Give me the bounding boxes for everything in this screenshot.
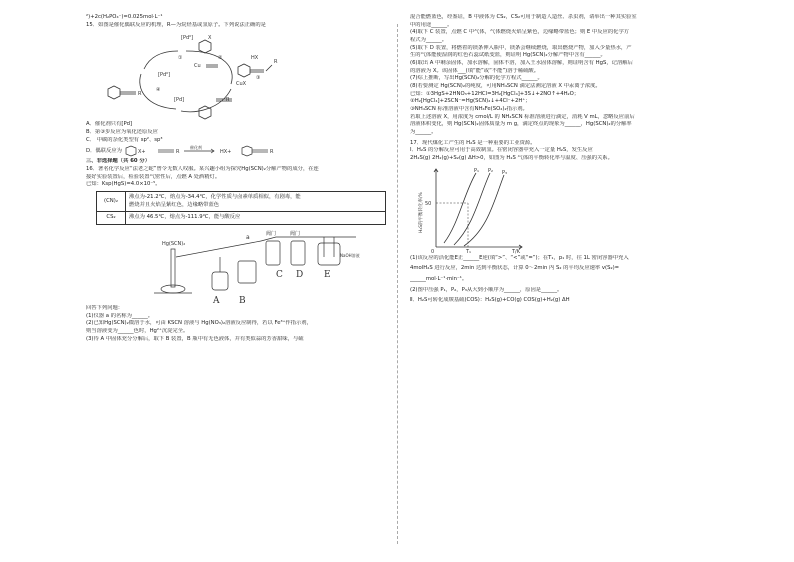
- q17-part-ii: Ⅱ．H₂S可转化成羰基硫(COS)：H₂S(g)+CO(g) COS(g)+H₂(g) ΔH: [410, 297, 570, 304]
- x-label: X: [208, 35, 212, 42]
- pd-left-label: [Pd⁰]: [158, 72, 171, 79]
- curve-label-p1: P₁: [474, 167, 480, 174]
- r-label: R: [274, 59, 278, 66]
- eq-x: X+: [137, 149, 146, 156]
- q17-part-i: Ⅰ．H₂S 的分解反应可用于高效制氢。在密闭容器中充入一定量 H₂S，发生反应: [410, 147, 593, 154]
- text-line: 已知：①3HgS+2HNO₃+12HCl=3H₂[HgCl₄]+3S↓+2NO↑+4H₂O；: [410, 90, 580, 97]
- q16-prompt: 回答下列问题：: [86, 305, 124, 312]
- option-a: A．催化剂只有[Pd]: [86, 121, 133, 128]
- catalytic-mechanism-diagram: [86, 29, 286, 121]
- text-line: 若取上述溶液 X，用浓度为 cmol/L 的 NH₄SCN 标准溶液进行滴定，消耗 V mL，忽略反应前后: [410, 113, 635, 120]
- table-cell-desc: 沸点为 46.5℃，熔点为-111.9℃，能与酸反应: [126, 212, 386, 225]
- valve-label: 阀门: [266, 231, 277, 238]
- apparatus-label-d: D: [296, 270, 304, 281]
- q16-question: (3)待 A 中固体充分分解后，取下 B 装置，B 瓶中有无色液体，并有类似蒜的芳香甜味，与硫: [86, 335, 304, 342]
- text-line: 中的用途______。: [410, 21, 453, 28]
- option-b: B．第③步反应为氧化还原反应: [86, 129, 158, 136]
- graph-x-tick: T₁: [466, 248, 472, 255]
- q16-line: 已知：Ksp(HgS)=4.0×10⁻⁵。: [86, 181, 161, 188]
- column-separator: [397, 24, 398, 544]
- apparatus-label-b: B: [239, 296, 246, 306]
- q17-question: (2)图中压强 P₁，P₂，P₃从大到小顺序为______，原因是______。: [410, 286, 563, 293]
- text-line: ②H₂[HgCl₄]+2SCN⁻=Hg(SCN)₂↓+4Cl⁻+2H⁺；: [410, 98, 531, 105]
- curve-label-p3: P₃: [502, 169, 508, 176]
- naoh-label: NaOH溶液: [340, 253, 360, 259]
- pd-top-label: [Pd⁰]: [181, 35, 194, 42]
- table-cell-name: CS₂: [97, 212, 126, 225]
- r-label: R: [226, 97, 230, 104]
- coupling-equation: [122, 144, 302, 158]
- text-line: 生的气体能使湿润的红色石蕊试纸变蓝，则证明 Hg(SCN)₂分解产物中含有______。: [410, 52, 606, 59]
- text-line: 混合能燃蓝色，经鉴证，B 中液体为 CS₂，CS₂可用于制造人造丝、杀虫剂，请举出一种其实验室: [410, 14, 637, 20]
- text-line: (7)综上推断，写出Hg(SCN)₂分解的化学方程式______。: [410, 75, 543, 82]
- properties-table: [96, 191, 386, 225]
- graph-origin: 0: [431, 248, 435, 255]
- question-15-title: 15．如图是催化偶联反应的机理，R—为烷烃基或氢原子。下列说法正确的是: [86, 21, 266, 28]
- cu-label: Cu: [194, 63, 201, 70]
- table-cell-name: (CN)₂: [97, 192, 126, 212]
- eq-condition: 催化剂: [189, 145, 202, 151]
- text-line: 溶液体积变化，则 Hg(SCN)₂固体质量为 m g，滴定终点的现象为______，Hg(SCN)₂的分解率: [410, 121, 632, 128]
- apparatus-diagram: [126, 227, 386, 305]
- q16-line: 16．著名化学反应“法老之蛇”曾令无数人叹服。某兴趣小组为探究Hg(SCN)₂分解产物的成分，在连: [86, 166, 319, 173]
- text-line: (5)取下 D 装置，将燃着的镁条伸入瓶中，镁条会继续燃烧，取出燃烧产物，加入少量热水，产: [410, 44, 632, 51]
- text-line: ²)+2c(H₂PO₄⁻)=0.025mol·L⁻¹: [86, 14, 163, 20]
- eq-r: R: [269, 149, 274, 156]
- left-column: [86, 14, 386, 343]
- apparatus-label-c: C: [276, 270, 283, 281]
- apparatus-label-e: E: [324, 270, 331, 281]
- step-3-label: ③: [256, 75, 261, 82]
- table-desc-line: 沸点为-21.2℃，熔点为-34.4℃，化学性质与卤素单质相似，有剧毒，能: [129, 194, 301, 201]
- reagent-label: Hg(SCN)₂: [162, 241, 186, 248]
- text-line: (8)若要测定 Hg(SCN)₂的纯度，可用NH₄SCN 滴定法测定溶液 X 中汞离子浓度。: [410, 83, 601, 90]
- hx-label: HX: [251, 55, 259, 62]
- instrument-a-label: a: [246, 234, 250, 242]
- q17-question: ______mol·L⁻¹·min⁻¹。: [410, 276, 468, 283]
- step-1-label: ①: [178, 55, 183, 62]
- apparatus-label-a: A: [213, 296, 220, 306]
- valve-label: 阀门: [290, 231, 301, 238]
- q17-question: (1)该反应的活化能E正______E逆(填“>”、“<”或“=”)；在T₁，p₁ 时，往 1L 密闭容器中充入: [410, 254, 629, 261]
- pd-bottom-label: [Pd]: [174, 97, 185, 104]
- step-4-label: ④: [156, 87, 161, 94]
- text-line: 程式为______。: [410, 37, 448, 44]
- option-c: C． 中碳的杂化类型有 sp²、sp³: [86, 136, 163, 143]
- text-line: (4)取下 C 装置，点燃 C 中气体，气体燃烧火焰呈紫色，边缘略带蓝色；则 E 中反应的化学方: [410, 29, 630, 36]
- text-line: (6)取出 A 中剩余固体，加水溶解，固体不溶，加入王水固体溶解，则证明含有 HgS，记溶解后: [410, 60, 633, 67]
- right-column: [410, 14, 745, 305]
- table-row: [97, 192, 386, 212]
- q17-question: 4molH₂S 进行反应，2min 达到平衡状态，计算 0～2min 内 S₂ 的平均反应速率 v(S₂)=: [410, 265, 620, 272]
- eq-r: R: [175, 149, 180, 156]
- q16-question: 则当溶液变为______色时，Hg²⁺沉淀完全。: [86, 328, 189, 335]
- step-2-label: ②: [218, 55, 223, 62]
- option-d: D．偶联反应为: [86, 147, 122, 154]
- cux-label: CuX: [236, 81, 247, 88]
- table-desc-line: 燃烧并且火焰呈紫红色，边缘略带蓝色: [129, 201, 220, 208]
- conversion-graph: [414, 163, 534, 255]
- table-cell-desc: [126, 192, 386, 212]
- graph-y-tick: 50: [425, 200, 432, 207]
- question-17-title: 17．现代煤化工产生的 H₂S 是一种重要的工业资源。: [410, 139, 536, 146]
- q16-question: (2)已知Hg(SCN)₂微溶于水，可由 KSCN 溶液与 Hg(NO₃)₂溶液反应制得，若以 Fe³⁺作指示剂，: [86, 320, 312, 327]
- graph-y-label: H₂S的平衡转化率/%: [419, 191, 424, 233]
- r-label: R: [138, 91, 142, 98]
- graph-x-label: T/K: [512, 248, 521, 255]
- q17-equation: 2H₂S(g) 2H₂(g)+S₂(g) ΔH>0，如图为 H₂S 气体的平衡转化率与温度、压强的关系。: [410, 155, 613, 162]
- curve-label-p2: P₂: [488, 167, 494, 174]
- text-line: 的溶液为 X。该固体___(填“能”或“不能”)溶于稀硫酸。: [410, 67, 540, 74]
- option-d-row: [86, 144, 386, 158]
- q16-question: (1)仪器 a 的名称为______。: [86, 312, 154, 319]
- q16-line: 接好实验装置后，检验装置气密性后，点燃 A 处酒精灯。: [86, 173, 221, 180]
- section-heading: 三、非选择题（共 60 分）: [86, 158, 151, 165]
- table-row: [97, 212, 386, 225]
- eq-product: HX+: [219, 149, 232, 156]
- text-line: ③NH₄SCN 标准溶液中含有NH₄Fe(SO₄)₂指示剂。: [410, 106, 528, 113]
- text-line: 为______。: [410, 129, 437, 136]
